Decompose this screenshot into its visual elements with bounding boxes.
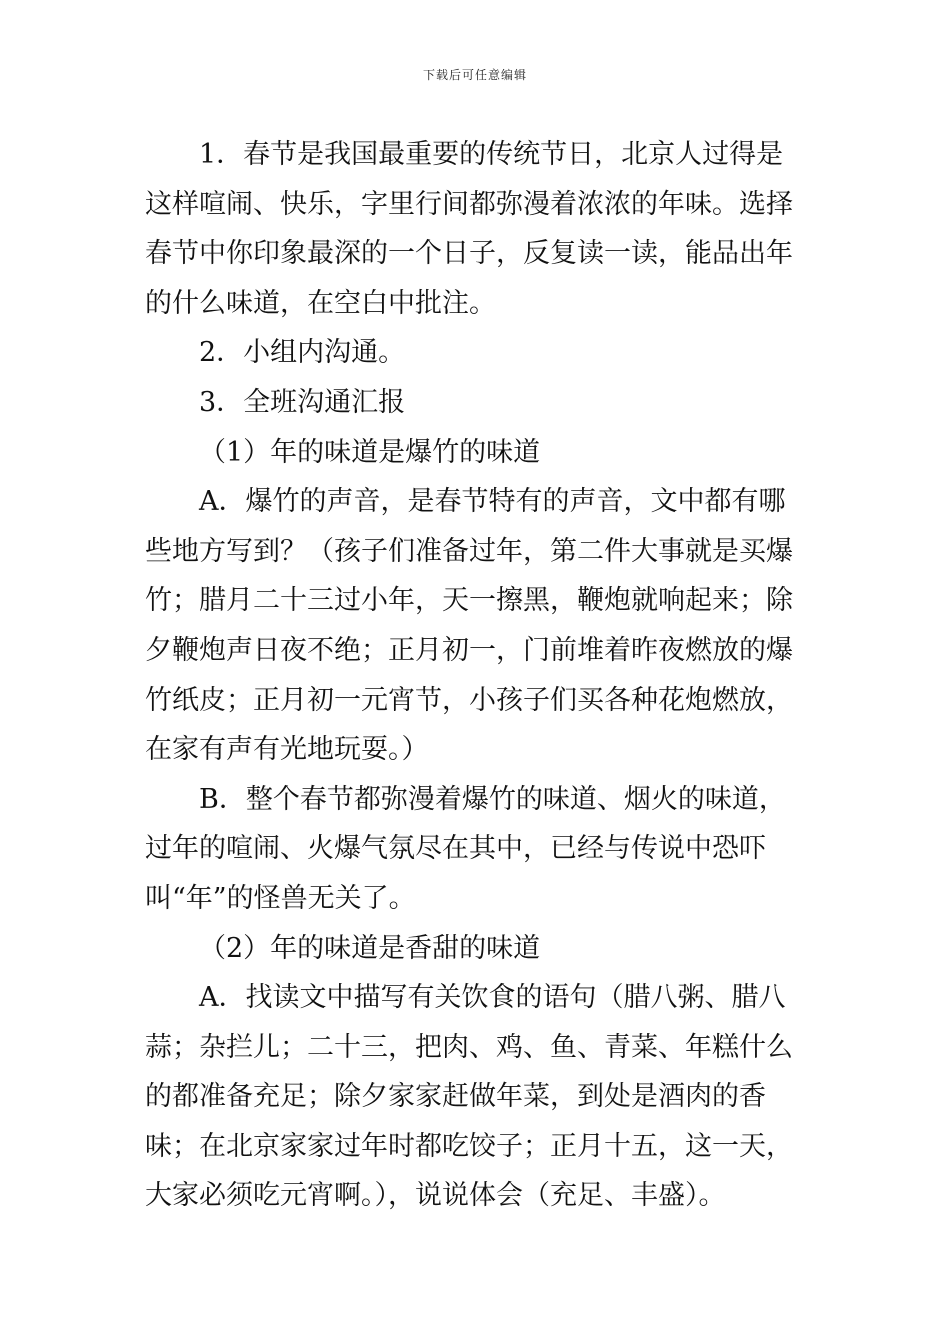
- paragraph-firecracker-a: A．爆竹的声音，是春节特有的声音，文中都有哪些地方写到？（孩子们准备过年，第二件大事就是买爆竹；腊月二十三过小年，天一擦黑，鞭炮就响起来；除夕鞭炮声日夜不绝；正月初一，门前堆着昨夜燃放的爆竹纸皮；正月初一元宵节，小孩子们买各种花炮燃放，在家有声有光地玩耍。）: [145, 486, 793, 766]
- paragraph-sweet-a: A．找读文中描写有关饮食的语句（腊八粥、腊八蒜；杂拦儿；二十三，把肉、鸡、鱼、青菜、年糕什么的都准备充足；除夕家家赶做年菜，到处是酒肉的香味；在北京家家过年时都吃饺子；正月十五，这一天，大家必须吃元宵啊。），说说体会（充足、丰盛）。: [145, 982, 793, 1212]
- subheading-firecracker: （1）年的味道是爆竹的味道: [199, 436, 541, 468]
- subheading-sweet: （2）年的味道是香甜的味道: [199, 932, 541, 964]
- body-text: [145, 130, 810, 1221]
- paragraph-firecracker-b: B．整个春节都弥漫着爆竹的味道、烟火的味道，过年的喧闹、火爆气氛尽在其中，已经与传说中恐吓叫“年”的怪兽无关了。: [145, 783, 786, 914]
- header-note: 下载后可任意编辑: [422, 68, 527, 82]
- paragraph-3: 3．全班沟通汇报: [199, 386, 406, 418]
- paragraph-1: 1．春节是我国最重要的传统节日，北京人过得是这样喧闹、快乐，字里行间都弥漫着浓浓的年味。选择春节中你印象最深的一个日子，反复读一读，能品出年的什么味道，在空白中批注。: [145, 139, 793, 319]
- paragraph-2: 2．小组内沟通。: [199, 337, 406, 369]
